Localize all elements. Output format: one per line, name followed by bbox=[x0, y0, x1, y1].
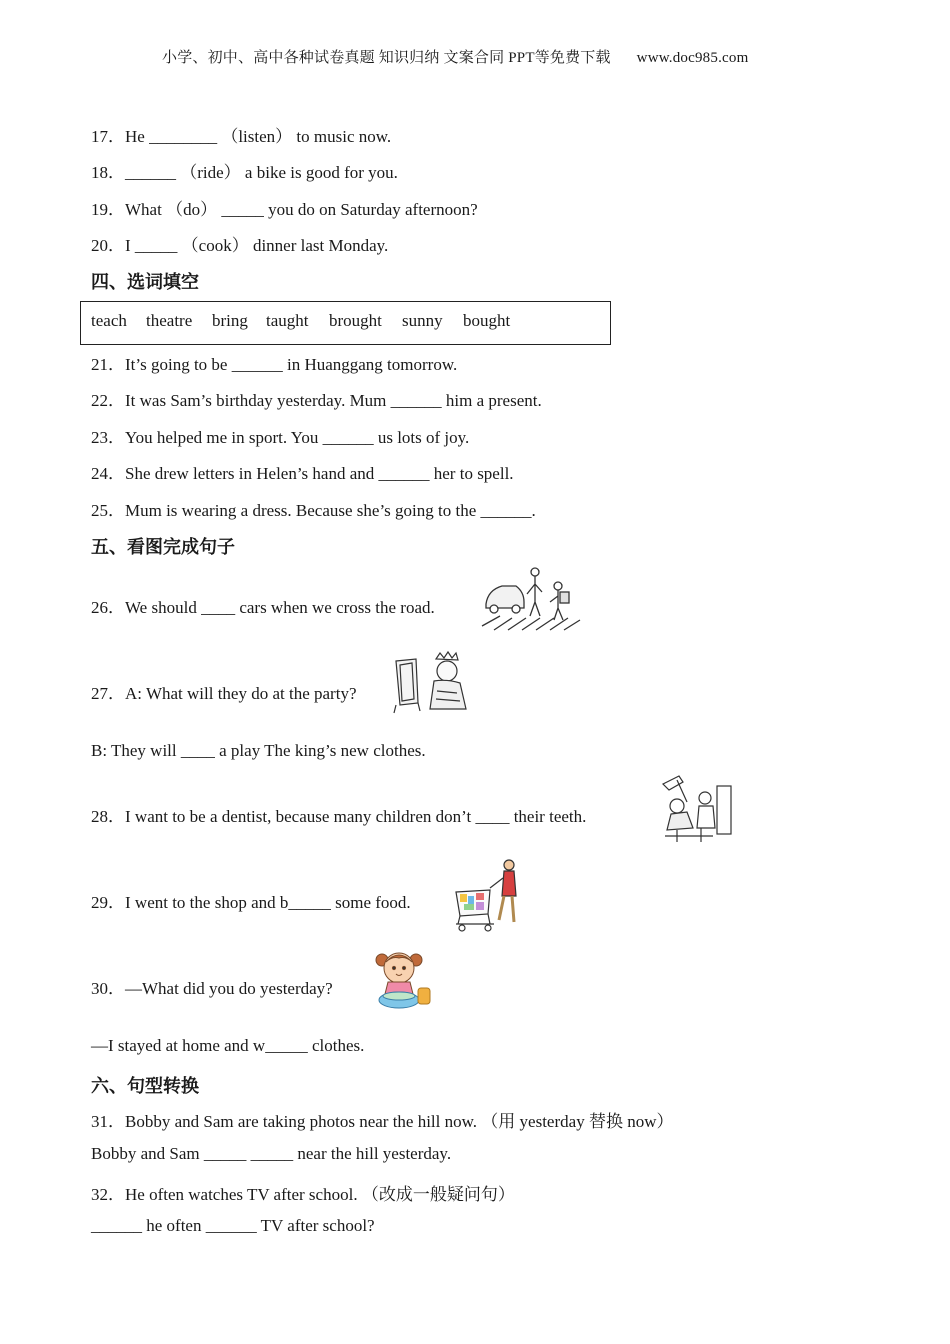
word-bank-item: teach bbox=[91, 311, 127, 330]
header-url[interactable]: www.doc985.com bbox=[636, 50, 749, 66]
crosswalk-picture bbox=[480, 564, 586, 634]
header-text: 小学、初中、高中各种试卷真题 知识归纳 文案合同 PPT等免费下载 bbox=[162, 50, 611, 66]
page-header bbox=[162, 46, 748, 67]
question-18: 18．______ （ride） a bike is good for you. bbox=[91, 163, 398, 182]
question-26: 26．We should ____ cars when we cross the road. bbox=[91, 598, 435, 617]
question-27a: 27．A: What will they do at the party? bbox=[91, 684, 357, 703]
word-bank-item: taught bbox=[266, 311, 309, 330]
word-bank-item: theatre bbox=[146, 311, 193, 330]
word-bank-item: bought bbox=[463, 311, 511, 330]
king-play-picture bbox=[392, 651, 478, 715]
word-bank-box bbox=[80, 301, 611, 345]
question-19: 19．What （do） _____ you do on Saturday afternoon? bbox=[91, 200, 478, 219]
question-28: 28．I want to be a dentist, because many children don’t ____ their teeth. bbox=[91, 807, 587, 826]
word-bank-item: bring bbox=[212, 311, 248, 330]
question-25: 25．Mum is wearing a dress. Because she’s going to the ______. bbox=[91, 501, 536, 520]
dentist-picture bbox=[657, 772, 735, 844]
question-31-answer-line: Bobby and Sam _____ _____ near the hill yesterday. bbox=[91, 1144, 452, 1163]
question-20: 20．I _____ （cook） dinner last Monday. bbox=[91, 236, 389, 255]
question-32: 32．He often watches TV after school. （改成一般疑问句） bbox=[91, 1185, 515, 1204]
question-30b: —I stayed at home and w_____ clothes. bbox=[91, 1036, 365, 1055]
question-31: 31．Bobby and Sam are taking photos near the hill now. （用 yesterday 替换 now） bbox=[91, 1112, 674, 1131]
word-bank-item: brought bbox=[329, 311, 382, 330]
question-17: 17．He ________ （listen） to music now. bbox=[91, 127, 392, 146]
question-32-answer-line: ______ he often ______ TV after school? bbox=[91, 1216, 375, 1235]
section-5-title: 五、看图完成句子 bbox=[91, 537, 235, 558]
word-bank-item: sunny bbox=[402, 311, 443, 330]
question-27b: B: They will ____ a play The king’s new clothes. bbox=[91, 741, 426, 760]
question-21: 21．It’s going to be ______ in Huanggang tomorrow. bbox=[91, 355, 458, 374]
question-24: 24．She drew letters in Helen’s hand and ______ her to spell. bbox=[91, 464, 514, 483]
washing-clothes-picture bbox=[368, 944, 436, 1014]
question-30a: 30．—What did you do yesterday? bbox=[91, 979, 333, 998]
question-22: 22．It was Sam’s birthday yesterday. Mum ______ him a present. bbox=[91, 391, 542, 410]
shopping-cart-picture bbox=[454, 858, 526, 934]
question-29: 29．I went to the shop and b_____ some food. bbox=[91, 893, 411, 912]
section-4-title: 四、选词填空 bbox=[91, 272, 199, 293]
question-23: 23．You helped me in sport. You ______ us lots of joy. bbox=[91, 428, 470, 447]
section-6-title: 六、句型转换 bbox=[91, 1076, 199, 1097]
